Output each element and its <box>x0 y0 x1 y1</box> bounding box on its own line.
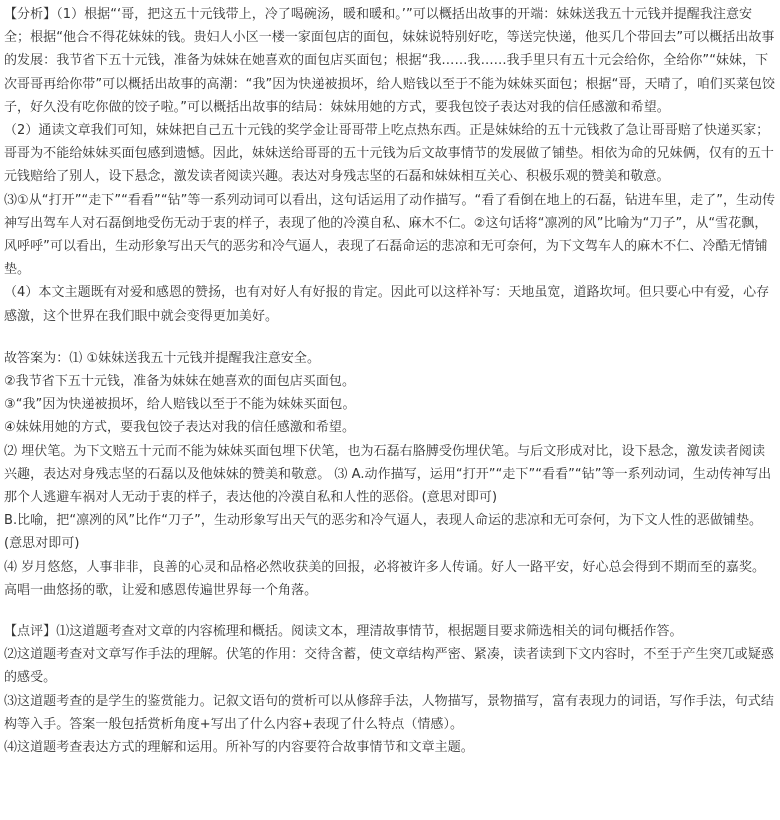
answer-line-5: ⑵ 埋伏笔。为下文赔五十元而不能为妹妹买面包埋下伏笔，也为石磊右胳膊受伤埋伏笔。与后文形成对比，设下悬念，激发读者阅读兴趣，表达对身残志坚的石磊以及他妹妹的赞美和敬意。 ⑶ A.动作描写，运用“打开”“走下”“看看”“钻”等一系列动词，生动传神写出那个人逃避车祸对人无动于衷的样子，表达他的冷漠自私和人性的恶俗。(意思对即可) <box>4 443 772 506</box>
analysis-paragraph-3: ⑶①从“打开”“走下”“看看”“钻”等一系列动词可以看出，这句话运用了动作描写。“看了看倒在地上的石磊，钻进车里，走了”，生动传神写出驾车人对石磊倒地受伤无动于衷的样子，表现了他的冷漠自私、麻木不仁。②这句话将“凛冽的风”比喻为“刀子”，从“雪花飘，风呼呼”可以看出，生动形象写出天气的恶劣和冷气逼人，表现了石磊命运的悲凉和无可奈何，为下文驾车人的麻木不仁、冷酷无情铺垫。 <box>4 192 776 278</box>
comment-section <box>4 620 778 759</box>
analysis-paragraph-2: （2）通读文章我们可知，妹妹把自己五十元钱的奖学金让哥哥带上吃点热东西。正是妹妹给的五十元钱救了急让哥哥赔了快递买家；哥哥为不能给妹妹买面包感到遗憾。因此，妹妹送给哥哥的五十元钱为后文故事情节的发展做了铺垫。相依为命的兄妹俩，仅有的五十元钱赔给了别人，设下悬念，激发读者阅读兴趣。表达对身残志坚的石磊和妹妹相互关心、积极乐观的赞美和敬意。 <box>4 123 774 185</box>
analysis-paragraph-4: （4）本文主题既有对爱和感恩的赞扬，也有对好人有好报的肯定。因此可以这样补写：天地虽宽，道路坎坷。但只要心中有爱，心存感激，这个世界在我们眼中就会变得更加美好。 <box>4 285 770 324</box>
answer-line-3: ③“我”因为快递被损坏，给人赔钱以至于不能为妹妹买面包。 <box>4 397 356 413</box>
section-divider <box>4 328 778 347</box>
answer-line-4: ④妹妹用她的方式，要我包饺子表达对我的信任感激和希望。 <box>4 420 356 436</box>
comment-paragraph-4: ⑷这道题考查表达方式的理解和运用。所补写的内容要符合故事情节和文章主题。 <box>4 740 474 756</box>
answer-line-1: 故答案为：⑴ ①妹妹送我五十元钱并提醒我注意安全。 <box>4 350 321 366</box>
answer-line-7: ⑷ 岁月悠悠，人事非非，良善的心灵和品格必然收获美的回报，必将被许多人传诵。好人一路平安，好心总会得到不期而至的嘉奖。高唱一曲悠扬的歌，让爱和感恩传遍世界每一个角落。 <box>4 559 766 598</box>
analysis-paragraph-1: 【分析】（1）根据“‘哥，把这五十元钱带上，冷了喝碗汤，暖和暖和。’”可以概括出故事的开端：妹妹送我五十元钱并提醒我注意安全；根据“他合不得花妹妹的钱。贵妇人小区一楼一家面包店的面包，妹妹说特别好吃，等送完快递，他买几个带回去”可以概括出故事的发展：我节省下五十元钱，准备为妹妹在她喜欢的面包店买面包；根据“我……我……我手里只有五十元会给你，全给你”“妹妹，下次哥哥再给你带”可以概括出故事的高潮：“我”因为快递被损坏，给人赔钱以至于不能为妹妹买面包；根据“哥，天晴了，咱们买菜包饺子，好久没有吃你做的饺子啦。”可以概括出故事的结局：妹妹用她的方式，要我包饺子表达对我的信任感激和希望。 <box>4 7 775 115</box>
analysis-section <box>4 3 778 328</box>
comment-paragraph-3: ⑶这道题考查的是学生的鉴赏能力。记叙文语句的赏析可以从修辞手法，人物描写，景物描写，富有表现力的词语，写作手法，句式结构等入手。答案一般包括赏析角度+写出了什么内容+表现了什么特点（情感）。 <box>4 693 774 732</box>
answer-line-2: ②我节省下五十元钱，准备为妹妹在她喜欢的面包店买面包。 <box>4 374 356 390</box>
section-divider <box>4 602 778 620</box>
comment-paragraph-1: 【点评】⑴这道题考查对文章的内容梳理和概括。阅读文本，理清故事情节，根据题目要求筛选相关的词句概括作答。 <box>4 624 683 640</box>
comment-paragraph-2: ⑵这道题考查对文章写作手法的理解。伏笔的作用：交待含蓄，使文章结构严密、紧凑，读者读到下文内容时，不至于产生突兀或疑惑的感受。 <box>4 647 774 686</box>
answer-line-6: B.比喻，把“凛冽的风”比作“刀子”，生动形象写出天气的恶劣和冷气逼人，表现人命运的悲凉和无可奈何，为下文人性的恶做铺垫。(意思对即可) <box>4 513 763 552</box>
answer-section <box>4 347 778 602</box>
